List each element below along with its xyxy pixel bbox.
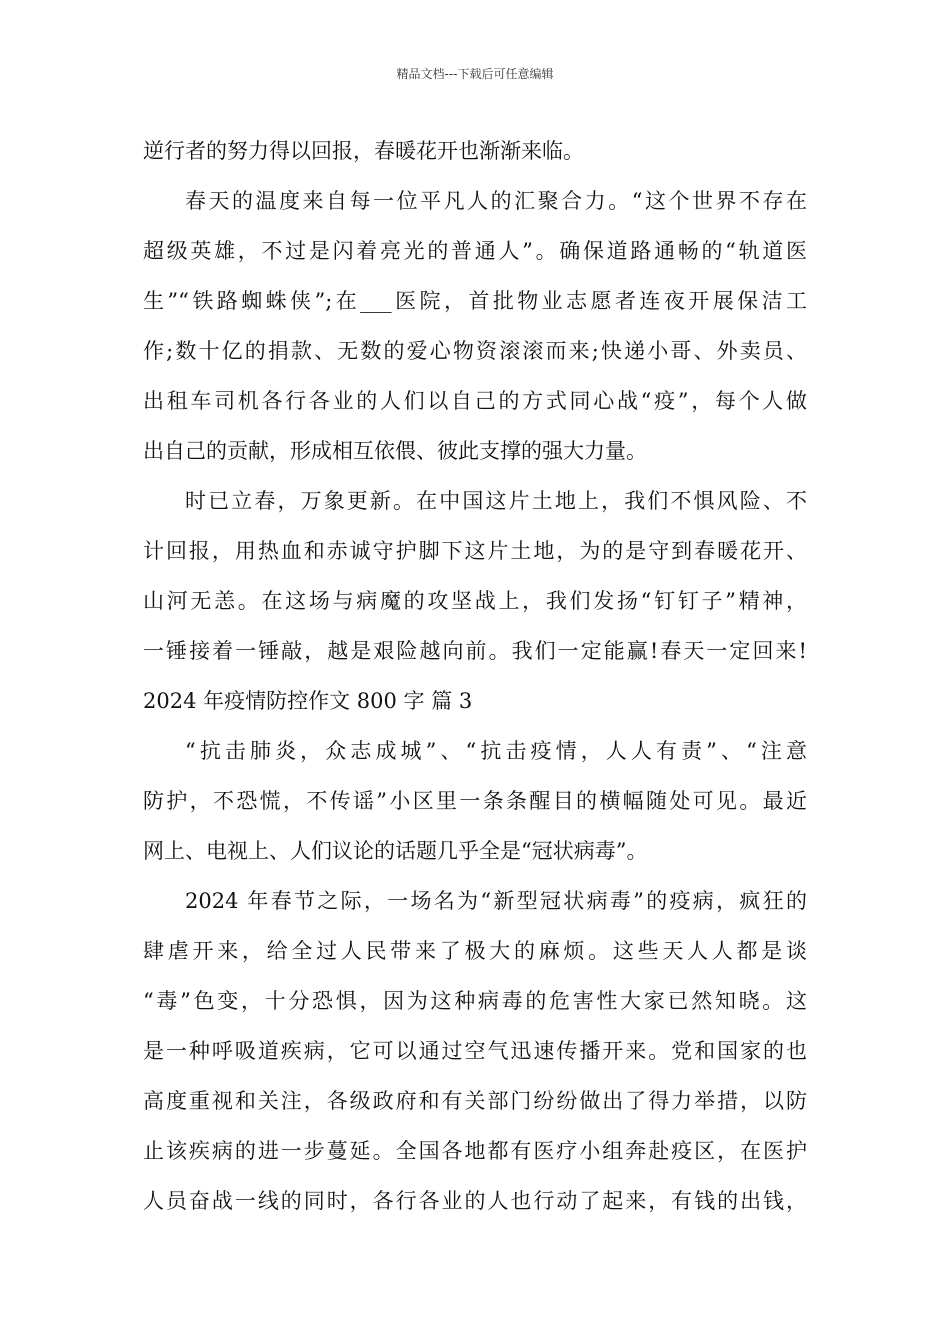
- text-line: 计回报，用热血和赤诚守护脚下这片土地，为的是守到春暖花开、: [143, 539, 807, 563]
- text-line: 一锤接着一锤敲，越是艰险越向前。我们一定能赢!春天一定回来!: [143, 639, 807, 663]
- text-line: “抗击肺炎，众志成城”、“抗击疫情，人人有责”、“注意: [185, 739, 807, 763]
- text-line: 止该疾病的进一步蔓延。全国各地都有医疗小组奔赴疫区，在医护: [143, 1139, 807, 1163]
- text-line: 春天的温度来自每一位平凡人的汇聚合力。“这个世界不存在: [185, 189, 807, 213]
- text-line: 防护，不恐慌，不传谣”小区里一条条醒目的横幅随处可见。最近: [143, 789, 807, 813]
- text-line: 网上、电视上、人们议论的话题几乎全是“冠状病毒”。: [143, 839, 648, 863]
- text-line: 高度重视和关注，各级政府和有关部门纷纷做出了得力举措，以防: [143, 1089, 807, 1113]
- text-line: 出租车司机各行各业的人们以自己的方式同心战“疫”，每个人做: [143, 389, 807, 413]
- text-line: 生”“铁路蜘蛛侠”;在___医院，首批物业志愿者连夜开展保洁工: [143, 289, 807, 313]
- text-line: “毒”色变，十分恐惧，因为这种病毒的危害性大家已然知晓。这: [143, 989, 807, 1013]
- text-line: 山河无恙。在这场与病魔的攻坚战上，我们发扬“钉钉子”精神，: [143, 589, 807, 613]
- text-line: 出自己的贡献，形成相互依偎、彼此支撑的强大力量。: [143, 439, 647, 463]
- text-line: 作;数十亿的捐款、无数的爱心物资滚滚而来;快递小哥、外卖员、: [143, 339, 807, 363]
- document-body: [143, 129, 807, 1229]
- text-line: 肆虐开来，给全过人民带来了极大的麻烦。这些天人人都是谈: [143, 939, 807, 963]
- text-line: 2024 年春节之际，一场名为“新型冠状病毒”的疫病，疯狂的: [185, 889, 807, 913]
- text-line: 时已立春，万象更新。在中国这片土地上，我们不惧风险、不: [185, 489, 807, 513]
- text-line: 人员奋战一线的同时，各行各业的人也行动了起来，有钱的出钱，: [143, 1189, 807, 1213]
- text-line: 超级英雄，不过是闪着亮光的普通人”。确保道路通畅的“轨道医: [143, 239, 807, 263]
- text-line: 逆行者的努力得以回报，春暖花开也渐渐来临。: [143, 139, 584, 163]
- page-header: 精品文档---下载后可任意编辑: [396, 67, 554, 81]
- section-heading: 2024 年疫情防控作文 800 字 篇 3: [143, 689, 473, 713]
- text-line: 是一种呼吸道疾病，它可以通过空气迅速传播开来。党和国家的也: [143, 1039, 807, 1063]
